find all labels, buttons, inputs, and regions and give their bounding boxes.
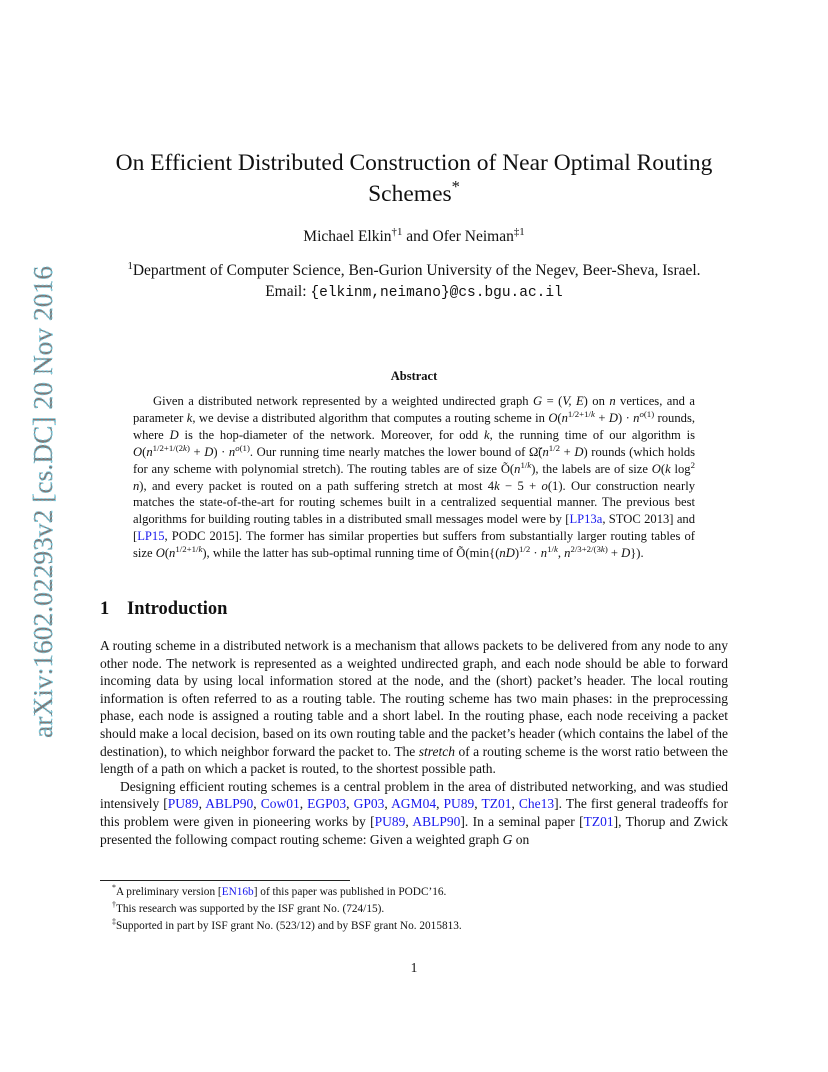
- paragraph-1: A routing scheme in a distributed network is a mechanism that allows packets to be delivered from any node to any other node. The network is represented as a weighted undirected graph, and each node should be able to forward incoming data by using local information stored at the node, and the (short) packet’s header. The local routing information is often referred to as a routing table. The routing scheme has two main phases: in the preprocessing phase, each node is assigned a routing table and a short label. In the routing phase, each node receiving a packet should make a local decision, based on its own routing table and the packet’s header (which contains the label of the destination), to which neighbor forward the packet to. The stretch of a routing scheme is the worst ratio between the length of a path on which a packet is routed, to the shortest possible path.: [100, 638, 728, 777]
- section-heading: [100, 599, 227, 620]
- title-line-2: [100, 179, 728, 210]
- email-address: {elkinm,neimano}@cs.bgu.ac.il: [310, 285, 563, 301]
- title-line-1: On Efficient Distributed Construction of Near Optimal Routing: [115, 150, 713, 176]
- footnote-text: Supported in part by ISF grant No. (523/12) and by BSF grant No. 2015813.: [115, 920, 462, 932]
- section-number: 1: [100, 599, 110, 619]
- citation-link[interactable]: ABLP90: [205, 796, 254, 812]
- citation-link[interactable]: GP03: [353, 796, 385, 812]
- title-line-2-text: Schemes: [368, 181, 452, 207]
- citation-link[interactable]: PU89: [443, 796, 475, 812]
- introduction-body: [100, 637, 728, 848]
- footnote-2: [100, 901, 728, 918]
- footnote-text: This research was supported by the ISF grant No. (724/15).: [115, 903, 385, 915]
- email-line: [100, 281, 728, 304]
- citation-link[interactable]: PU89: [167, 796, 199, 812]
- page-number: 1: [410, 960, 418, 975]
- citation-link[interactable]: EN16b: [221, 886, 254, 898]
- email-label: Email:: [265, 283, 307, 300]
- author-and: and: [406, 228, 429, 245]
- footnote-text: ] of this paper was published in PODC’16.: [253, 886, 447, 898]
- affiliation-block: [100, 260, 728, 304]
- footnote-text: A preliminary version [: [115, 886, 222, 898]
- citation-link[interactable]: LP15: [137, 529, 165, 544]
- abstract-heading: Abstract: [390, 369, 438, 383]
- citation-link[interactable]: Che13: [518, 796, 555, 812]
- abstract-body: [133, 393, 695, 562]
- arxiv-stamp: [8, 250, 62, 740]
- title-footnote-mark: *: [451, 177, 460, 197]
- citation-link[interactable]: LP13a: [569, 512, 603, 527]
- arxiv-identifier: arXiv:1602.02293v2 [cs.DC] 20 Nov 2016: [27, 265, 58, 738]
- author-2-marks: ‡1: [513, 225, 525, 238]
- authors: [100, 225, 728, 246]
- affiliation: Department of Computer Science, Ben-Gurion University of the Negev, Beer-Sheva, Israel.: [132, 262, 701, 279]
- footnote-3: [100, 918, 728, 935]
- footnote-mark: *: [112, 883, 116, 893]
- citation-link[interactable]: PU89: [374, 813, 406, 829]
- citation-link[interactable]: EGP03: [307, 796, 347, 812]
- paper-title: [100, 148, 728, 210]
- arxiv-stamp-graphic: [8, 250, 62, 740]
- citation-link[interactable]: Cow01: [260, 796, 300, 812]
- abstract-paragraph: Given a distributed network represented by a weighted undirected graph G = (V, E) on n vertices, and a parameter k, we devise a distributed algorithm that computes a routing scheme in $O(n^{1/2+1/k} + D) \cdot n^{o(1)}$ rounds, where D is the hop-diameter of the network. Moreover, for odd k, the running time of our algorithm is $O(n^{1/2+1/(2k)} + D) \cdot n^{o(1)}$. Our running time nearly matches the lower bound of $\Omegã(n^{1/2} + D)$ rounds (which holds for any scheme with polynomial stretch). The routing tables are of size $Õ(n^{1/k})$, the labels are of size O(k $\log^2 n$), and every packet is routed on a path suffering stretch at most 4k − 5 + o(1). Our construction nearly matches the state-of-the-art for routing schemes built in a centralized sequential manner. The previous best algorithms for building routing tables in a distributed small messages model were by [LP13a, STOC 2013] and [LP15, PODC 2015]. The former has similar properties but suffers from substantially larger routing tables of size $O(n^{1/2+1/k})$, while the latter has sub-optimal running time of Õ(min{(nD)$^{1/2}$ · $n^{1/k}$, $n^{2/3+2/(3k)} + D$}).: [133, 394, 696, 561]
- affiliation-line: [100, 260, 728, 281]
- footnote-mark: †: [112, 900, 116, 910]
- paragraph-2: Designing efficient routing schemes is a central problem in the area of distributed networking, and was studied intensively [PU89, ABLP90, Cow01, EGP03, GP03, AGM04, PU89, TZ01, Che13]. The first general tradeoffs for this problem were given in pioneering works by [PU89, ABLP90]. In a seminal paper [TZ01], Thorup and Zwick presented the following compact routing scheme: Given a weighted graph G on: [100, 778, 728, 847]
- author-1-marks: †1: [391, 225, 403, 238]
- section-title: Introduction: [127, 599, 228, 619]
- footnote-mark: ‡: [112, 917, 116, 927]
- citation-link[interactable]: TZ01: [481, 796, 512, 812]
- footnote-rule: [100, 880, 350, 881]
- footnote-1: [100, 884, 728, 901]
- affiliation-mark: 1: [127, 259, 133, 272]
- footnotes: [100, 884, 728, 935]
- citation-link[interactable]: AGM04: [391, 796, 437, 812]
- author-1: Michael Elkin: [303, 228, 392, 245]
- citation-link[interactable]: TZ01: [583, 813, 614, 829]
- author-2: Ofer Neiman: [432, 228, 514, 245]
- citation-link[interactable]: ABLP90: [412, 813, 461, 829]
